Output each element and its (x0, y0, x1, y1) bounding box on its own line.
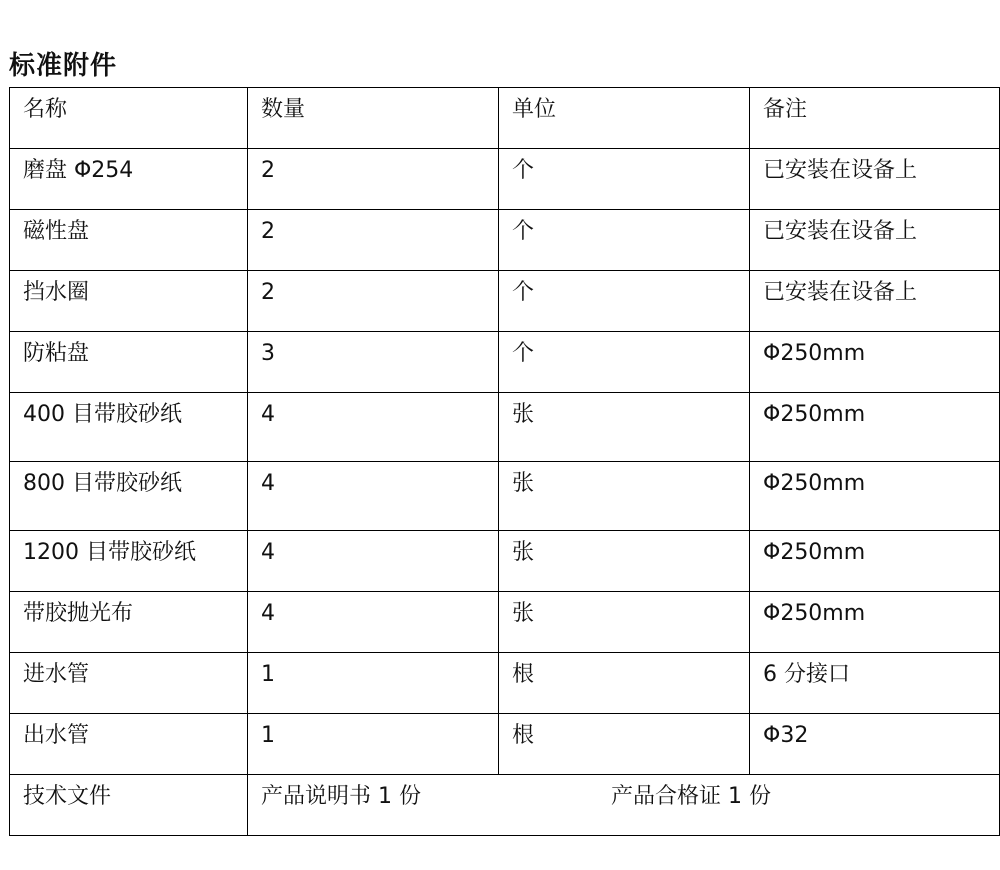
docs-item-certificate: 产品合格证 1 份 (610, 784, 771, 809)
table-row (10, 149, 1000, 210)
cell-unit: 个 (499, 149, 750, 210)
cell-docs-list (248, 775, 1000, 836)
cell-qty: 3 (248, 332, 499, 393)
cell-qty: 4 (248, 393, 499, 462)
cell-note: Φ250mm (750, 462, 1000, 531)
cell-name: 400 目带胶砂纸 (10, 393, 248, 462)
cell-unit: 张 (499, 531, 750, 592)
cell-name: 磁性盘 (10, 210, 248, 271)
accessories-table (9, 87, 1000, 836)
cell-qty: 4 (248, 531, 499, 592)
table-row (10, 332, 1000, 393)
header-cell-unit: 单位 (499, 88, 750, 149)
cell-name: 出水管 (10, 714, 248, 775)
cell-note: Φ250mm (750, 393, 1000, 462)
table-row (10, 393, 1000, 462)
cell-unit: 张 (499, 592, 750, 653)
cell-qty: 2 (248, 149, 499, 210)
cell-unit: 个 (499, 210, 750, 271)
cell-qty: 1 (248, 653, 499, 714)
tech-docs-row (10, 775, 1000, 836)
cell-unit: 张 (499, 393, 750, 462)
table-row (10, 271, 1000, 332)
cell-note: 6 分接口 (750, 653, 1000, 714)
cell-note: Φ32 (750, 714, 1000, 775)
cell-note: Φ250mm (750, 592, 1000, 653)
cell-unit: 个 (499, 271, 750, 332)
cell-qty: 1 (248, 714, 499, 775)
cell-docs-label: 技术文件 (10, 775, 248, 836)
header-cell-note: 备注 (750, 88, 1000, 149)
docs-list (261, 784, 999, 810)
header-cell-qty: 数量 (248, 88, 499, 149)
page-title: 标准附件 (9, 51, 118, 81)
header-cell-name: 名称 (10, 88, 248, 149)
cell-name: 防粘盘 (10, 332, 248, 393)
cell-name: 1200 目带胶砂纸 (10, 531, 248, 592)
cell-qty: 2 (248, 210, 499, 271)
table-header-row (10, 88, 1000, 149)
cell-unit: 个 (499, 332, 750, 393)
cell-note: 已安装在设备上 (750, 149, 1000, 210)
table-row (10, 592, 1000, 653)
table-row (10, 210, 1000, 271)
cell-qty: 2 (248, 271, 499, 332)
docs-item-manual: 产品说明书 1 份 (261, 784, 421, 809)
table-row (10, 714, 1000, 775)
cell-unit: 根 (499, 714, 750, 775)
cell-unit: 张 (499, 462, 750, 531)
cell-note: 已安装在设备上 (750, 210, 1000, 271)
cell-name: 进水管 (10, 653, 248, 714)
cell-note: Φ250mm (750, 332, 1000, 393)
cell-name: 带胶抛光布 (10, 592, 248, 653)
cell-qty: 4 (248, 462, 499, 531)
cell-qty: 4 (248, 592, 499, 653)
cell-name: 挡水圈 (10, 271, 248, 332)
table-row (10, 653, 1000, 714)
cell-name: 800 目带胶砂纸 (10, 462, 248, 531)
cell-note: Φ250mm (750, 531, 1000, 592)
cell-note: 已安装在设备上 (750, 271, 1000, 332)
cell-name: 磨盘 Φ254 (10, 149, 248, 210)
cell-unit: 根 (499, 653, 750, 714)
table-row (10, 462, 1000, 531)
table-row (10, 531, 1000, 592)
